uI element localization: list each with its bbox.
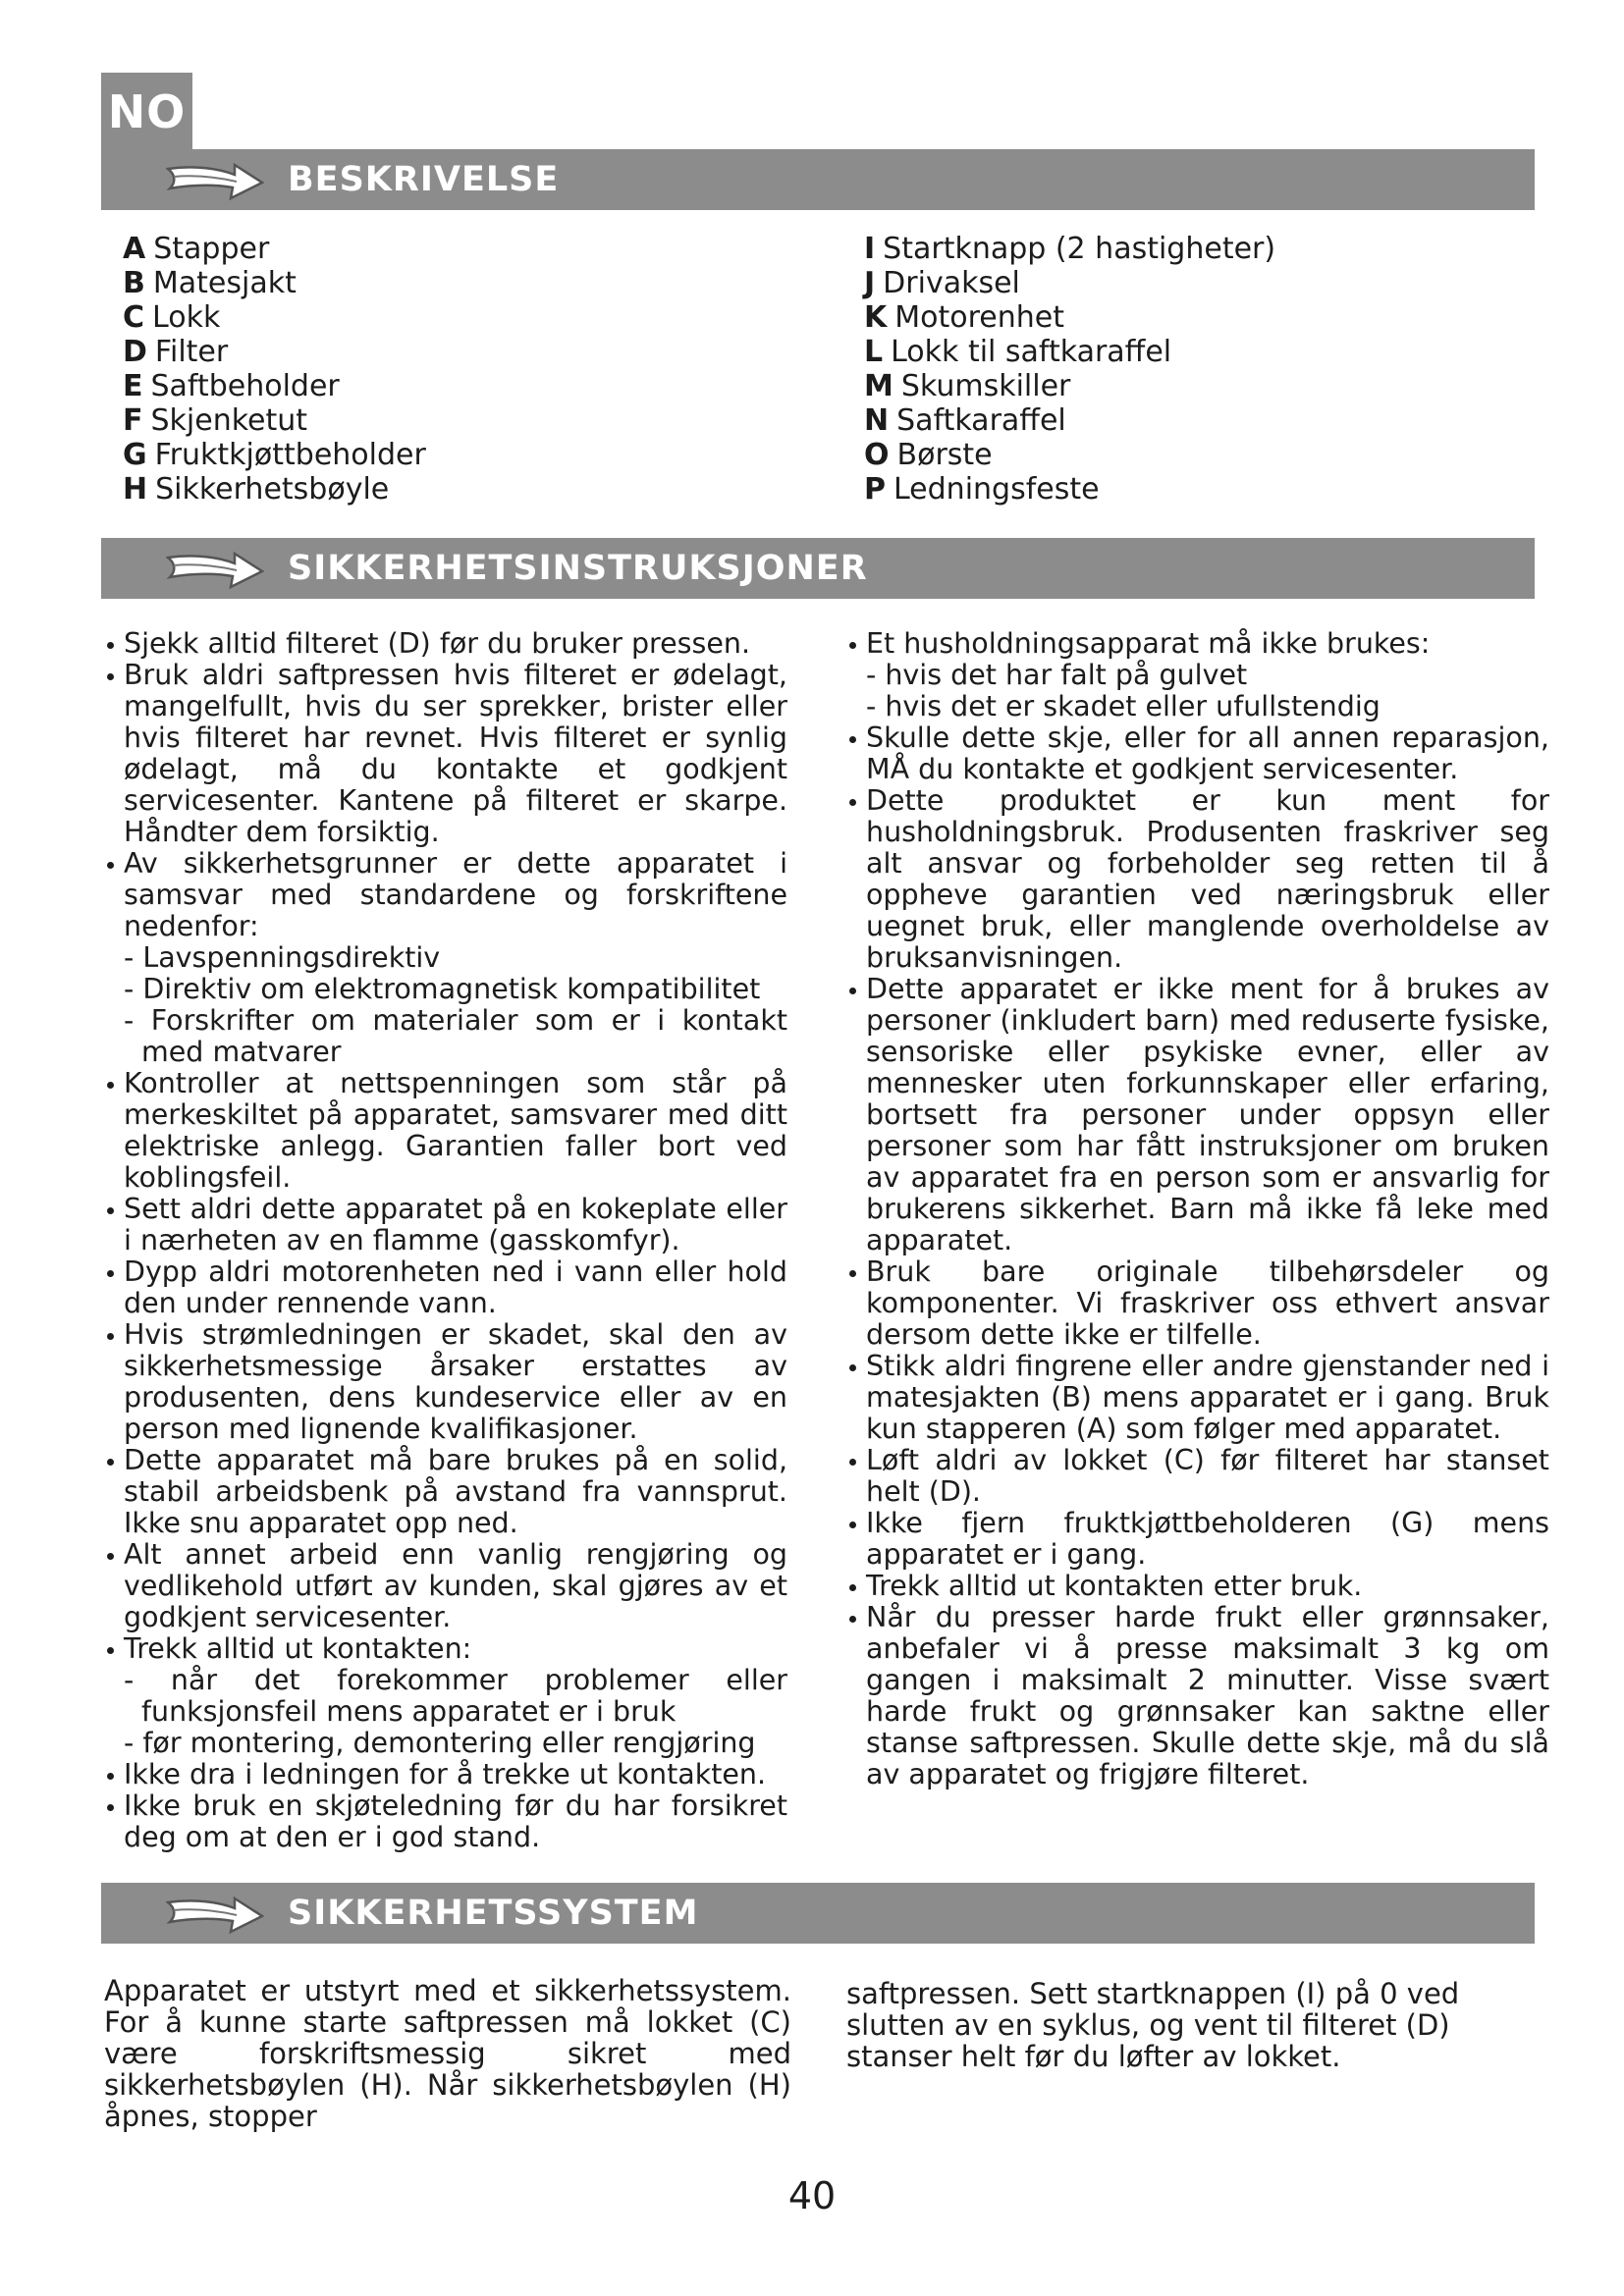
system-text-left: Apparatet er utstyrt med et sikkerhetssystem. For å kunne starte saftpressen må lokket (C) være forskriftsmessig sikret med sikkerhetsbøylen (H). Når sikkerhetsbøylen (H) åpnes, stopper <box>104 1974 791 2133</box>
legend-item <box>864 335 1275 369</box>
section-header-description <box>101 149 1535 210</box>
bullet-list-item: Skulle dette skje, eller for all annen reparasjon, MÅ du kontakte et godkjent servicesenter. <box>846 722 1549 785</box>
safety-right-column <box>846 628 1549 1790</box>
legend-text: Ledningsfeste <box>893 472 1100 507</box>
bullet-list-item: Trekk alltid ut kontakten: <box>104 1633 787 1665</box>
legend-text: Stapper <box>153 232 270 266</box>
legend-text: Skjenketut <box>150 403 308 438</box>
legend-left-list <box>123 232 426 507</box>
bullet-list-item: Bruk aldri saftpressen hvis filteret er ødelagt, mangelfullt, hvis du ser sprekker, brister eller hvis filteret har revnet. Hvis filteret er synlig ødelagt, må du kontakte et godkjent servicesenter. Kantene på filteret er skarpe. Håndter dem forsiktig. <box>104 660 787 848</box>
bullet-list-item: Kontroller at nettspenningen som står på merkeskiltet på apparatet, samsvarer med ditt elektriske anlegg. Garantien faller bort ved koblingsfeil. <box>104 1068 787 1194</box>
bullet-list-item: Alt annet arbeid enn vanlig rengjøring og vedlikehold utført av kunden, skal gjøres av et godkjent servicesenter. <box>104 1539 787 1633</box>
bullet-list-item: Hvis strømledningen er skadet, skal den av sikkerhetsmessige årsaker erstattes av produsenten, dens kundeservice eller av en person med lignende kvalifikasjoner. <box>104 1319 787 1445</box>
legend-item <box>123 369 426 403</box>
legend-letter: B <box>123 266 145 300</box>
sub-list-item: - hvis det har falt på gulvet <box>866 659 1248 691</box>
legend-letter: M <box>864 369 893 403</box>
legend-item <box>864 472 1275 507</box>
legend-letter: C <box>123 300 145 335</box>
sub-list-item: - når det forekommer problemer eller funksjonsfeil mens apparatet er i bruk <box>124 1664 787 1728</box>
bullet-list-item: Et husholdningsapparat må ikke brukes: <box>846 628 1549 660</box>
bullet-list-item: Bruk bare originale tilbehørsdeler og komponenter. Vi fraskriver oss ethvert ansvar dersom dette ikke er tilfelle. <box>846 1256 1549 1351</box>
legend-text: Startknapp (2 hastigheter) <box>883 232 1276 266</box>
legend-text: Drivaksel <box>883 266 1020 300</box>
legend-text: Saftbeholder <box>150 369 340 403</box>
system-text-right: saftpressen. Sett startknappen (I) på 0 ved slutten av en syklus, og vent til filteret (D) stanser helt før du løfter av lokket. <box>846 1977 1460 2073</box>
page-number: 40 <box>787 2174 837 2217</box>
bullet-list-item: Ikke dra i ledningen for å trekke ut kontakten. <box>104 1759 787 1790</box>
legend-text: Motorenhet <box>894 300 1064 335</box>
bullet-list-item: Trekk alltid ut kontakten etter bruk. <box>846 1571 1549 1602</box>
legend-text: Børste <box>896 438 993 472</box>
bullet-list-item: Når du presser harde frukt eller grønnsaker, anbefaler vi å presse maksimalt 3 kg om gangen i maksimalt 2 minutter. Visse svært harde frukt og grønnsaker kan saktne eller stanse saftpressen. Skulle dette skje, må du slå av apparatet og frigjøre filteret. <box>846 1602 1549 1790</box>
legend-letter: I <box>864 232 876 266</box>
sub-list-item: - hvis det er skadet eller ufullstendig <box>866 690 1380 722</box>
legend-letter: K <box>864 300 888 335</box>
section-header-system <box>101 1883 1535 1944</box>
legend-item <box>864 266 1275 300</box>
language-tab: NO <box>101 73 192 151</box>
bullet-list-item: Sjekk alltid filteret (D) før du bruker pressen. <box>104 628 787 660</box>
bullet-list-item: Ikke fjern fruktkjøttbeholderen (G) mens apparatet er i gang. <box>846 1508 1549 1571</box>
legend-letter: O <box>864 438 890 472</box>
legend-letter: H <box>123 472 148 507</box>
bullet-list-item: Ikke bruk en skjøteledning før du har forsikret deg om at den er i god stand. <box>104 1790 787 1853</box>
legend-text: Saftkaraffel <box>896 403 1066 438</box>
legend-text: Lokk til saftkaraffel <box>891 335 1172 369</box>
legend-text: Matesjakt <box>152 266 297 300</box>
section-header-safety <box>101 538 1535 599</box>
legend-item <box>864 300 1275 335</box>
legend-item <box>123 438 426 472</box>
sub-list-item: - Direktiv om elektromagnetisk kompatibilitet <box>124 973 761 1005</box>
bullet-list-item: Dette produktet er kun ment for husholdningsbruk. Produsenten fraskriver seg alt ansvar og forbeholder seg retten til å oppheve garantien ved næringsbruk eller uegnet bruk, eller manglende overholdelse av bruksanvisningen. <box>846 785 1549 974</box>
section-title: BESKRIVELSE <box>288 160 560 199</box>
legend-letter: L <box>864 335 884 369</box>
legend-item <box>864 438 1275 472</box>
bullet-list-item: Dette apparatet er ikke ment for å brukes av personer (inkludert barn) med reduserte fysiske, sensoriske eller psykiske evner, eller av mennesker uten forkunnskaper eller erfaring, bortsett fra personer under oppsyn eller personer som har fått instruksjoner om bruken av apparatet fra en person som er ansvarlig for brukerens sikkerhet. Barn må ikke få leke med apparatet. <box>846 974 1549 1256</box>
section-title: SIKKERHETSINSTRUKSJONER <box>288 549 868 588</box>
legend-item <box>864 403 1275 438</box>
legend-item <box>123 300 426 335</box>
legend-item <box>123 335 426 369</box>
legend-letter: G <box>123 438 147 472</box>
legend-item <box>123 472 426 507</box>
sub-list-item: - før montering, demontering eller rengjøring <box>124 1727 756 1759</box>
bullet-list-item: Sett aldri dette apparatet på en kokeplate eller i nærheten av en flamme (gasskomfyr). <box>104 1194 787 1256</box>
arrow-icon <box>166 155 264 204</box>
sub-list-item: - Lavspenningsdirektiv <box>124 941 441 974</box>
legend-letter: F <box>123 403 143 438</box>
legend-right-list <box>864 232 1275 507</box>
legend-text: Skumskiller <box>900 369 1071 403</box>
bullet-list-item: Stikk aldri fingrene eller andre gjenstander ned i matesjakten (B) mens apparatet er i gang. Bruk kun stapperen (A) som følger med apparatet. <box>846 1351 1549 1445</box>
legend-text: Sikkerhetsbøyle <box>155 472 390 507</box>
legend-item <box>864 232 1275 266</box>
legend-letter: A <box>123 232 146 266</box>
legend-text: Filter <box>154 335 229 369</box>
legend-item <box>123 232 426 266</box>
bullet-list-item: Dypp aldri motorenheten ned i vann eller hold den under rennende vann. <box>104 1256 787 1319</box>
bullet-list-item: Dette apparatet må bare brukes på en solid, stabil arbeidsbenk på avstand fra vannsprut. Ikke snu apparatet opp ned. <box>104 1445 787 1539</box>
arrow-icon <box>166 1889 264 1938</box>
legend-text: Fruktkjøttbeholder <box>154 438 426 472</box>
safety-left-column <box>104 628 787 1853</box>
legend-item <box>123 403 426 438</box>
legend-letter: E <box>123 369 143 403</box>
legend-item <box>123 266 426 300</box>
arrow-icon <box>166 544 264 593</box>
legend-letter: N <box>864 403 890 438</box>
section-title: SIKKERHETSSYSTEM <box>288 1894 699 1933</box>
legend-letter: P <box>864 472 886 507</box>
sub-list-item: - Forskrifter om materialer som er i kontakt med matvarer <box>124 1004 787 1068</box>
legend-letter: J <box>864 266 876 300</box>
bullet-list-item: Av sikkerhetsgrunner er dette apparatet i samsvar med standardene og forskriftene nedenfor: <box>104 848 787 942</box>
legend-item <box>864 369 1275 403</box>
legend-text: Lokk <box>152 300 221 335</box>
bullet-list-item: Løft aldri av lokket (C) før filteret har stanset helt (D). <box>846 1445 1549 1508</box>
legend-letter: D <box>123 335 147 369</box>
